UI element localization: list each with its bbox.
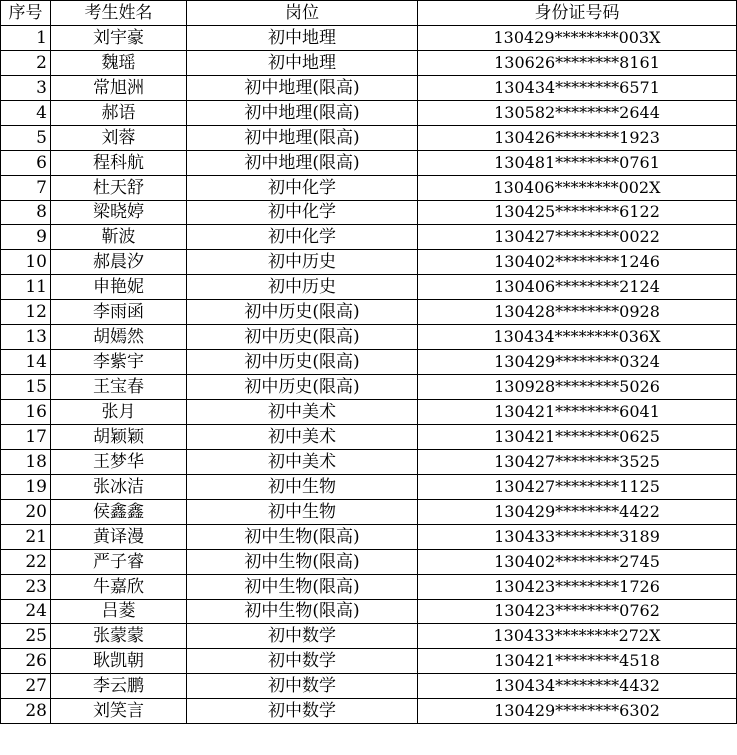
header-post: 岗位 [187,1,418,26]
table-row [1,275,737,300]
seq-cell: 20 [1,499,51,524]
name-cell: 李云鹏 [51,674,187,699]
name-cell: 吕菱 [51,599,187,624]
seq-cell: 10 [1,250,51,275]
id-number-cell: 130423********0762 [418,599,737,624]
table-row [1,25,737,50]
name-cell: 程科航 [51,150,187,175]
name-cell: 王梦华 [51,449,187,474]
id-number-cell: 130433********3189 [418,524,737,549]
name-cell: 侯鑫鑫 [51,499,187,524]
table-row [1,449,737,474]
seq-cell: 11 [1,275,51,300]
name-cell: 杜天舒 [51,175,187,200]
post-cell: 初中历史(限高) [187,375,418,400]
table-row [1,300,737,325]
post-cell: 初中美术 [187,424,418,449]
table-row [1,474,737,499]
seq-cell: 23 [1,574,51,599]
id-number-cell: 130626********8161 [418,50,737,75]
name-cell: 张月 [51,400,187,425]
name-cell: 李雨函 [51,300,187,325]
table-row [1,125,737,150]
seq-cell: 1 [1,25,51,50]
seq-cell: 9 [1,225,51,250]
seq-cell: 22 [1,549,51,574]
id-number-cell: 130429********0324 [418,350,737,375]
post-cell: 初中历史(限高) [187,325,418,350]
table-row [1,325,737,350]
post-cell: 初中地理(限高) [187,75,418,100]
name-cell: 常旭洲 [51,75,187,100]
id-number-cell: 130402********1246 [418,250,737,275]
id-number-cell: 130426********1923 [418,125,737,150]
seq-cell: 16 [1,400,51,425]
post-cell: 初中历史 [187,250,418,275]
seq-cell: 17 [1,424,51,449]
post-cell: 初中美术 [187,449,418,474]
post-cell: 初中生物(限高) [187,599,418,624]
table-row [1,599,737,624]
name-cell: 王宝春 [51,375,187,400]
post-cell: 初中历史 [187,275,418,300]
name-cell: 胡颖颖 [51,424,187,449]
post-cell: 初中地理(限高) [187,150,418,175]
post-cell: 初中生物(限高) [187,549,418,574]
id-number-cell: 130428********0928 [418,300,737,325]
seq-cell: 27 [1,674,51,699]
seq-cell: 4 [1,100,51,125]
post-cell: 初中生物(限高) [187,524,418,549]
post-cell: 初中数学 [187,624,418,649]
table-row [1,50,737,75]
seq-cell: 28 [1,699,51,724]
table-row [1,549,737,574]
id-number-cell: 130582********2644 [418,100,737,125]
table-row [1,674,737,699]
table-row [1,200,737,225]
seq-cell: 6 [1,150,51,175]
seq-cell: 15 [1,375,51,400]
post-cell: 初中数学 [187,699,418,724]
table-row [1,250,737,275]
table-row [1,225,737,250]
seq-cell: 12 [1,300,51,325]
post-cell: 初中化学 [187,175,418,200]
name-cell: 李紫宇 [51,350,187,375]
post-cell: 初中地理(限高) [187,100,418,125]
seq-cell: 13 [1,325,51,350]
name-cell: 申艳妮 [51,275,187,300]
post-cell: 初中地理 [187,25,418,50]
table-row [1,75,737,100]
name-cell: 梁晓婷 [51,200,187,225]
id-number-cell: 130434********036X [418,325,737,350]
table-row [1,499,737,524]
id-number-cell: 130429********4422 [418,499,737,524]
seq-cell: 18 [1,449,51,474]
name-cell: 魏瑶 [51,50,187,75]
seq-cell: 7 [1,175,51,200]
post-cell: 初中生物 [187,474,418,499]
table-row [1,375,737,400]
post-cell: 初中历史(限高) [187,300,418,325]
name-cell: 耿凯朝 [51,649,187,674]
post-cell: 初中数学 [187,649,418,674]
seq-cell: 24 [1,599,51,624]
name-cell: 刘笑言 [51,699,187,724]
name-cell: 张冰洁 [51,474,187,499]
name-cell: 牛嘉欣 [51,574,187,599]
id-number-cell: 130406********002X [418,175,737,200]
header-row [1,1,737,26]
post-cell: 初中美术 [187,400,418,425]
id-number-cell: 130421********0625 [418,424,737,449]
table-row [1,150,737,175]
table-header [1,1,737,26]
table-row [1,100,737,125]
id-number-cell: 130427********1125 [418,474,737,499]
post-cell: 初中生物 [187,499,418,524]
post-cell: 初中历史(限高) [187,350,418,375]
name-cell: 张蒙蒙 [51,624,187,649]
id-number-cell: 130433********272X [418,624,737,649]
table-row [1,624,737,649]
id-number-cell: 130421********4518 [418,649,737,674]
name-cell: 刘蓉 [51,125,187,150]
id-number-cell: 130429********6302 [418,699,737,724]
name-cell: 刘宇豪 [51,25,187,50]
id-number-cell: 130425********6122 [418,200,737,225]
header-id: 身份证号码 [418,1,737,26]
table-row [1,649,737,674]
post-cell: 初中地理(限高) [187,125,418,150]
name-cell: 靳波 [51,225,187,250]
seq-cell: 5 [1,125,51,150]
name-cell: 胡嫣然 [51,325,187,350]
id-number-cell: 130427********0022 [418,225,737,250]
name-cell: 严子睿 [51,549,187,574]
post-cell: 初中数学 [187,674,418,699]
seq-cell: 19 [1,474,51,499]
header-name: 考生姓名 [51,1,187,26]
id-number-cell: 130928********5026 [418,375,737,400]
seq-cell: 3 [1,75,51,100]
name-cell: 郝语 [51,100,187,125]
table-row [1,574,737,599]
table-row [1,400,737,425]
table-row [1,524,737,549]
id-number-cell: 130427********3525 [418,449,737,474]
post-cell: 初中化学 [187,200,418,225]
seq-cell: 25 [1,624,51,649]
seq-cell: 8 [1,200,51,225]
id-number-cell: 130406********2124 [418,275,737,300]
name-cell: 郝晨汐 [51,250,187,275]
table-row [1,424,737,449]
post-cell: 初中地理 [187,50,418,75]
id-number-cell: 130481********0761 [418,150,737,175]
post-cell: 初中生物(限高) [187,574,418,599]
id-number-cell: 130423********1726 [418,574,737,599]
post-cell: 初中化学 [187,225,418,250]
table-row [1,699,737,724]
seq-cell: 2 [1,50,51,75]
id-number-cell: 130429********003X [418,25,737,50]
seq-cell: 26 [1,649,51,674]
id-number-cell: 130434********6571 [418,75,737,100]
seq-cell: 14 [1,350,51,375]
id-number-cell: 130421********6041 [418,400,737,425]
table-row [1,175,737,200]
name-cell: 黄译漫 [51,524,187,549]
table-row [1,350,737,375]
table-body [1,25,737,723]
header-seq: 序号 [1,1,51,26]
seq-cell: 21 [1,524,51,549]
id-number-cell: 130402********2745 [418,549,737,574]
id-number-cell: 130434********4432 [418,674,737,699]
